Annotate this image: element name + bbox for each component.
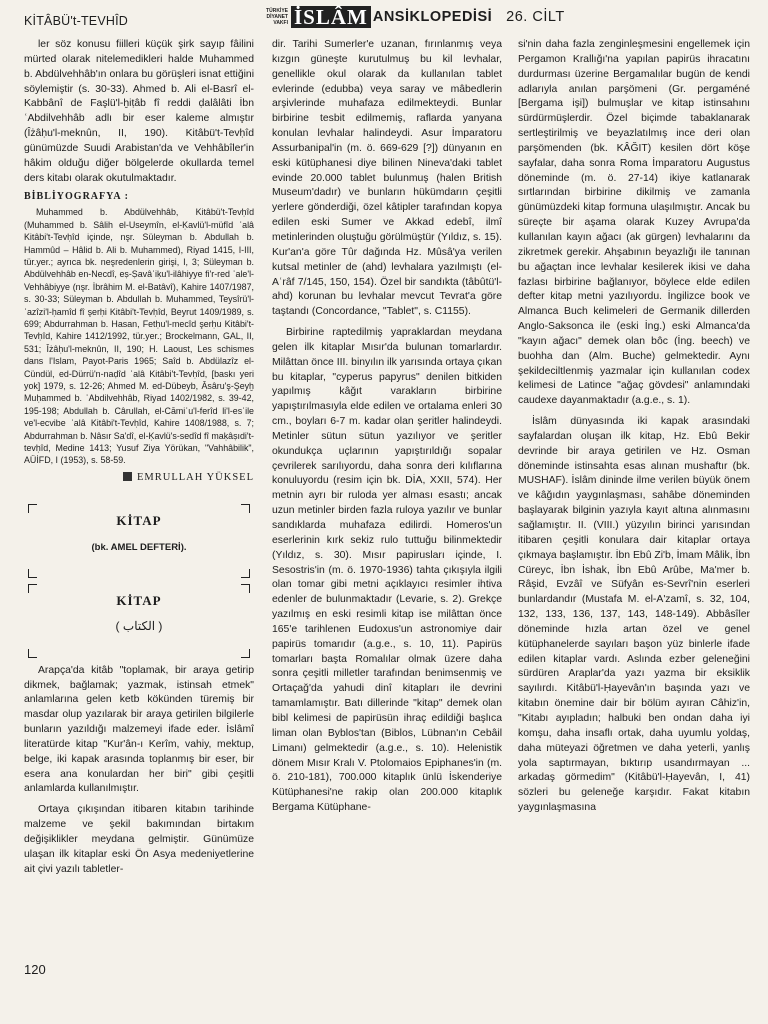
cross-reference-entry bbox=[28, 504, 250, 578]
volume-label: 26. CİLT bbox=[506, 9, 565, 25]
paragraph: dir. Tarihi Sumerler'e uzanan, fırınlanmış veya kızgın güneşte kurutulmuş bu kil levhalar, genellikle okul olarak da kullanılan tablet evlerinde (edubba) veya saray ve mâbedlerin arşivlerinde muhafaza edilmekteydi. Bunlar birbirine tesbit edilmemiş, raflarda yanyana konulan levhalar halindeydi. Asur İmparatoru Assurbanipal'in (m. ö. 669-629 [?]) dünyanın en eski kütüphanesi diye bilinen Nineva'daki tablet evinde 20.000 tablet bulunmuş (halen British Museum'dadır) ve bunların hükümdarın çeşitli yerlere gönderdiği, özel kâtipler tarafından kopya edilen eski Sumer ve Akkad edebî, ilmî metinlerinden oluştuğu görülmüştür (Yıldız, s. 15). Kur'an'a göre Tûr dağında Hz. Mûsâ'ya verilen kutsal metinler de (ahd) levhalara yazılmıştı (el-Aʿrâf 7/145, 150, 154). Özel bir sandıkta (tâbûtü'l-ahd) korunan bu levhalar mevcut Tevrat'a göre taştandı (Concordance, "Tablet", s. C1155). bbox=[272, 39, 502, 318]
author-square-icon bbox=[123, 472, 132, 481]
corner-mark-icon bbox=[28, 569, 37, 578]
entry-title: KİTAP bbox=[116, 512, 162, 528]
main-entry-heading bbox=[28, 584, 250, 658]
paragraph: Ortaya çıkışından itibaren kitabın tarihinde malzeme ve şekil bakımından birtakım değişiklikler meydana gelmiştir. Günümüze ulaşan ilk kitaplar eski Ön Asya medeniyetlerine ait çivi yazılı tabletler- bbox=[24, 804, 254, 875]
paragraph: İslâm dünyasında iki kapak arasındaki sayfalardan oluşan ilk kitap, Hz. Ebû Bekir devrinde bir araya getirilen ve Hz. Osman döneminde istinsahta esas alınan mushaftır (bk. MUSHAF). İslâm dininde ilme verilen büyük önem ve kâğıdın yaygınlaşması, sahâbe döneminden başlayarak bilginin yazıyla kayıt altına alınmasını sağlamıştır. II. (VIII.) yüzyılın birinci yarısından itibaren çeşitli konulara dair kitaplar ortaya çıkmaya başlamıştır. İbn Ebû Zi'b, İmam Mâlik, İbn Cüreyc, İbn İshak, İbn Ebû Arûbe, Ma'mer b. Râşid, Evzâî ve Süfyân es-Sevrî'nin eserleri bunlardandır (Mustafa M. el-A'zamî, s. 32, 104, 132, 133, 136, 137, 143, 148-149). Abbâsîler döneminde hızla artan özel ve genel kütüphanelerde sayıları başon yüz binlerle ifade edilen kitaplar vardı. Aslında ezber geleneğini sürdüren Araplar'da yazı yazma bir eksiklik sayılırdı. Kitâbü'l-Ḥayevân'ın başında yazı ve kitabın önemine dair bir bölüm ayıran Câhiz'in, "Kitabı ayıpladın; halbuki ben ondan daha iyi komşu, daha insaflı ortak, daha uyumlu yoldaş, daha müteyazi öğretmen ve daha yeterli, yanlış yola saptırmayan, bıktırıp usandırmayan ... arkadaş görmedim" (Kitâbü'l-Ḥayevân, I, 41) sözleri bu geleneğe karşıdır. Fakat kitabın yaygınlaşmasına bbox=[518, 416, 750, 814]
bibliography-heading: BİBLİYOGRAFYA : bbox=[24, 191, 129, 203]
column-3 bbox=[518, 38, 750, 958]
publisher-small-text: TÜRKİYE DİYANET VAKFI bbox=[266, 8, 288, 26]
running-head: KİTÂBÜ't-TEVHÎD bbox=[24, 14, 129, 28]
paragraph: Birbirine raptedilmiş yapraklardan meydana gelen ilk kitaplar Mısır'da bulunan tomarlardır. Milâttan önce III. binyılın ilk yarısında ortaya çıkan bu kitaplar, "cyperus papyrus" denilen bitkiden yapılmış kâğıt varakların birbirine yapıştırılmasıyla elde edilen ve ortalama enleri 30 cm., boyları 6-7 m. kadar olan şeritler halindeydi. Metinler sütun sütun yazılıyor ve şeritler okundukça uçlarının yapıştırıldığı sopalar çevrilerek sarılıyordu, daha sonra deri kılıflarına konuluyordu (resim için bk. DİA, XXII, 574). Her metnin ayrı bir ruloda yer alması esastı; ancak uzun metinler birden fazla ruloya yazılır ve bunlar sandıklarda muhafaza edilirdi. Homeros'un eserlerinin kırk sekiz rulo tuttuğu bilinmektedir (Yıldız, s. 30). Mısır papirusları içinde, I. Sesostris'in (m. ö. 1970-1936) tahta çıkışıyla ilgili olan tomar gibi metni açıklayıcı resimler ihtiva edenler de bulunmaktadır (Levarie, s. 2). Grekçe yazılmış en eski resimli kitap ise milâttan önce 165'e tarihlenen Eudoxus'un astronomiye dair papirüs tomarıdır (a.g.e., s. 10, 11). Papirüs tomarları başta Romalılar olmak üzere daha sonra çeşitli milletler tarafından benimsenmiş ve Ortaçağ'da yahudi dinî kitapları ile devrini tamamlamıştır. Batı dillerinde "kitap" demek olan bibl kelimesi de papirüsün ihraç edildiği başlıca liman olan Byblos'tan (Biblos, Lübnan'ın Cebâil Limanı) gelmektedir (a.g.e., s. 10). Helenistik dönem Mısır Kralı V. Ptolomaios Epiphanes'in (m. ö. 210-181), 700.000 kitaplık ünlü İskenderiye Kütüphanesi'ne rakip olan 200.000 kitaplık Bergama Kütüphane- bbox=[272, 327, 502, 814]
masthead bbox=[262, 6, 565, 28]
column-2 bbox=[272, 38, 502, 958]
cross-reference: (bk. AMEL DEFTERİ). bbox=[91, 541, 187, 553]
page-number: 120 bbox=[24, 962, 46, 977]
corner-mark-icon bbox=[241, 649, 250, 658]
corner-mark-icon bbox=[241, 569, 250, 578]
encyclopedia-title: ANSİKLOPEDİSİ bbox=[372, 9, 493, 25]
entry-title: KİTAP bbox=[116, 592, 162, 608]
corner-mark-icon bbox=[28, 584, 37, 593]
islam-logo: İSLÂM bbox=[291, 6, 371, 28]
bibliography-text: Muhammed b. Abdülvehhâb, Kitâbü't-Tevḥîd (Muhammed b. Sâlih el-Useymîn, el-Ḳavlü'l-müfîd ʿalâ Kitâbi't-Tevḥîd içinde, nşr. Süleyman b. Abdullah b. Hammûd – Hâlid b. Ali b. Muhammed), Riyad 1415, I-III, tür.yer.; ayrıca bk. neşredenlerin girişi, I, 3; Süleyman b. Abdülvehhâb en-Necdî, eṣ-Ṣavâʿiḳu'l-ilâhiyye fi'r-red ʿale'l-Vehhâbiyye (nşr. İbrâhim M. el-Batâvî), Kahire 1407/1987, s. 30-33; Süleyman b. Abdullah b. Muhammed, Teysîrü'l-ʿazîzi'l-ḥamîd fî şerḥi Kitâbi't-Tevḥîd, Beyrut 1409/1989, s. 699; Abdurrahman b. Hasan, Fetḥu'l-mecîd şerḥu Kitâbi't-Tevḥîd, Kahire 1412/1992, tür.yer.; Brockelmann, GAL, II, 531; Îżâḥu'l-meknûn, II, 190; H. Laoust, Les schismes dans l'Islam, Payot-Paris 1965; Saîd b. Abdülazîz el-Cündül, ed-Dürrü'n-naḍîd ʿalâ Kitâbi't-Tevḥîd, [baskı yeri yok] 1979, s. 12-26; Ahmed M. ed-Dübeyb, Âsâru'ş-Şeyḫ Muḥammed b. ʿAbdilvehhâb, Riyad 1402/1982, s. 39-42, 195-198; Abdullah b. Cârullah, el-Cāmiʿu'l-ferîd li'l-esʾile ve'l-ecvibe ʿalâ Kitâbi't-Tevḥîd, Kahire 1408/1988, s. 7; Abdurrahman b. Nâsır Sa'dî, el-Ḳavlü's-sedîd fî maḳâṣıdi't-tevḥîd, Medine 1413; Yusuf Ziya Yörükan, "Vahhâbilik", AÜİFD, I (1953), s. 58-59. bbox=[24, 207, 254, 466]
column-1 bbox=[24, 38, 254, 958]
entry-arabic-title: ( الكتاب ) bbox=[115, 618, 163, 633]
page-header bbox=[24, 6, 748, 32]
author-signature bbox=[24, 471, 254, 486]
paragraph: Arapça'da kitâb "toplamak, bir araya getirip dikmek, bağlamak; yazmak, istinsah etmek" anlamlarına gelen ketb kökünden türemiş bir masdar olup yazılarak bir araya getirilen bilgilerle bunların yazıldığı malzemeyi ifade eder. İslâmî literatürde kitap "Kur'ân-ı Kerîm, vahiy, mektup, belge, iki kapak arasında toplanmış bir eser, bir esera ana konulardan her biri" gibi çeşitli anlamlarda kullanılmıştır. bbox=[24, 664, 254, 795]
paragraph: si'nin daha fazla zenginleşmesini engellemek için Pergamon Krallığı'na yapılan papirüs ihracatını durdurması üzerine Bergamalılar bugün de kendi adlarıyla anılan parşömeni (Gr. pergaméné [Bergama işi]) bulmuşlar ve kitap istinsahını sürdürmüşlerdir. Özel biçimde tabaklanarak sertleştirilmiş ve beyazlatılmış ince deri olan parşömenden (bk. KÂĞIT) kesilen dört köşe sayfalar, daha sonra Roma İmparatoru Augustus döneminde (m. ö. 27-14) ikiye katlanarak sırtlarından birbirine dikilmiş ve zamanla günümüzdeki kitap formuna ulaşılmıştır. Ancak bu süreçte bir aşama olarak Kuzey Avrupa'da kullanılan kayın ağacı (ak gürgen) levhalarını da zikretmek gerekir. Ahşabının beyazlığı ile tanınan bu ağaçtan ince levhalar kesilerek ikisi ve daha fazlası birbirine bağlanıyor, böylece elde edilen defter kitap metni yazılıyordu. İngilizce book ve Almanca Buch kelimeleri de Germanik dillerden Anglo-Saksonca ile (eski İng.) eski Almanca'da "kayın ağacı" demek olan bôc (İng. beech) ve buohha dan (Alm. Buche) gelmektedir. Aynı şekildeciltlenmiş yazmalar için kullanılan codex kelimesi de Latince "ağaç gövdesi" anlamındaki caudexe dayanmaktadır (a.g.e., s. 1). bbox=[518, 39, 750, 407]
paragraph: ler söz konusu fiilleri küçük şirk sayıp fâilini mürted olarak nitelemedikleri halde Muhammed b. Abdülvehhâb'ın onlara bu görüşleri isnat ettiğini söylemiştir (s. 30-33). Ahmed b. Ali el-Basrî el-Kabbânî de Faşlü'l-ḫiṭâb fî reddi ḍalâlâti İbn ʿAbdilvehhâb adlı bir eser kaleme almıştır (Îżâḥu'l-meknûn, II, 190). Kitâbü't-Tevḥîd günümüzde Suudi Arabistan'da ve Vehhâbîler'in hâkim olduğu diğer bölgelerde okullarda temel ders kitabı olarak okutulmaktadır. bbox=[24, 39, 254, 184]
corner-mark-icon bbox=[241, 584, 250, 593]
corner-mark-icon bbox=[241, 504, 250, 513]
corner-mark-icon bbox=[28, 504, 37, 513]
author-name: EMRULLAH YÜKSEL bbox=[137, 471, 254, 483]
corner-mark-icon bbox=[28, 649, 37, 658]
